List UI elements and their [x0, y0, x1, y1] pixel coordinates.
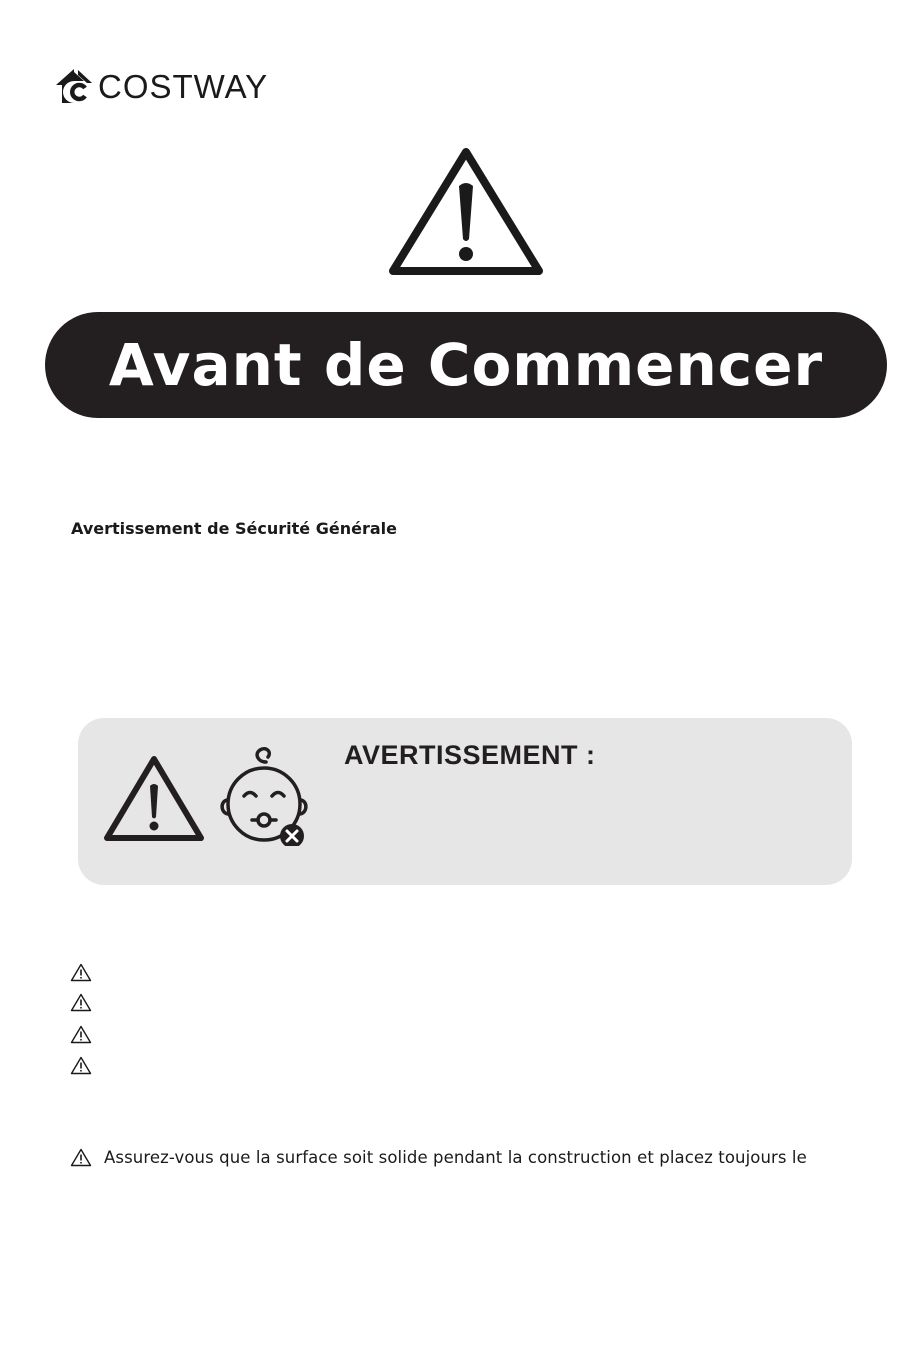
house-c-icon — [54, 66, 94, 106]
baby-no-icon — [216, 742, 312, 846]
warning-box — [78, 718, 852, 885]
small-warning-icon — [70, 993, 92, 1012]
warning-triangle-icon — [388, 146, 544, 276]
section-heading: Avertissement de Sécurité Générale — [71, 519, 397, 538]
small-warning-icon — [70, 1056, 92, 1075]
warning-title: AVERTISSEMENT : — [344, 740, 596, 770]
small-warning-icon — [70, 963, 92, 982]
note-text: Assurez-vous que la surface soit solide pendant la construction et placez toujours le — [104, 1148, 807, 1167]
title-banner — [45, 312, 887, 418]
page-title: Avant de Commencer — [108, 331, 824, 399]
warning-triangle-icon — [102, 754, 206, 844]
small-warning-icon — [70, 1148, 92, 1167]
note-line — [70, 1148, 807, 1167]
brand-logo — [54, 64, 268, 108]
small-warning-icon — [70, 1025, 92, 1044]
brand-name: COSTWAY — [98, 67, 269, 105]
